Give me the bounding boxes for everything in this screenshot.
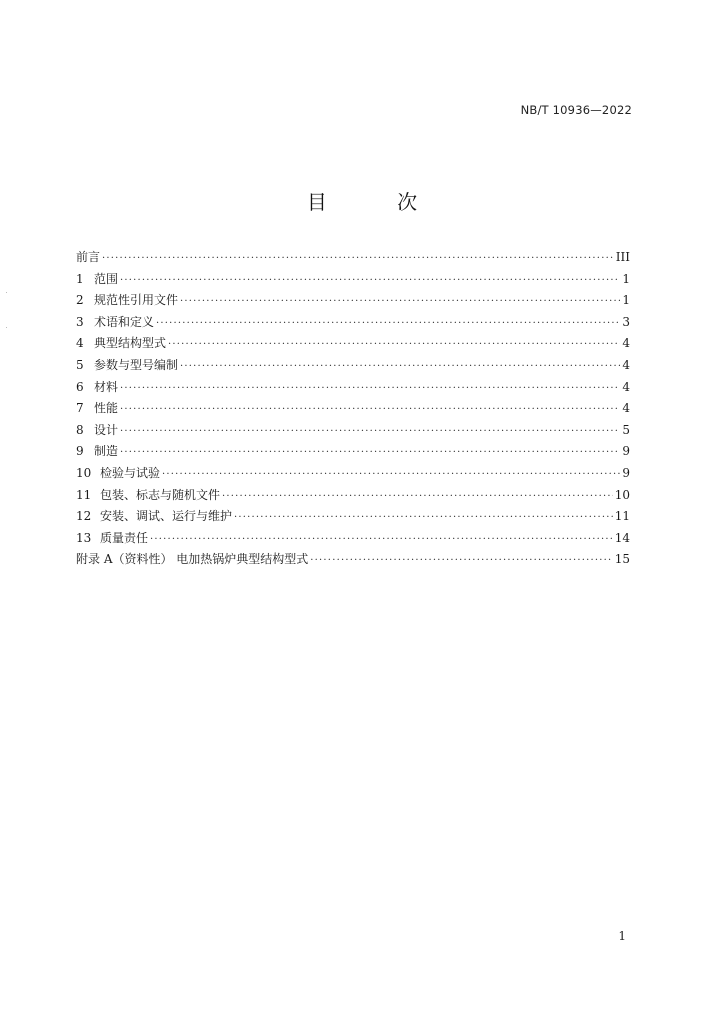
toc-entry-number: 2 — [76, 293, 84, 308]
toc-entry-label: 性能 — [94, 401, 119, 416]
toc-entry-label: 制造 — [94, 444, 119, 459]
toc-entry-number: 5 — [76, 357, 84, 372]
toc-title: 目 次 — [306, 190, 450, 214]
toc-leader-dots — [234, 507, 613, 529]
toc-leader-dots — [120, 399, 620, 421]
toc-entry-1[interactable] — [76, 269, 630, 291]
toc-leader-dots — [156, 313, 620, 335]
toc-entry-label: 设计 — [94, 422, 119, 437]
toc-leader-dots — [180, 356, 620, 378]
toc-entry-8[interactable] — [76, 420, 630, 442]
toc-entry-page: 3 — [622, 314, 630, 329]
toc-entry-label: 安装、调试、运行与维护 — [100, 509, 233, 524]
toc-entry-label: 检验与试验 — [100, 465, 161, 480]
toc-entry-page: 9 — [622, 444, 630, 459]
toc-entry-number: 7 — [76, 401, 84, 416]
page-number: 1 — [618, 929, 626, 943]
toc-entry-number: 9 — [76, 444, 84, 459]
toc-leader-dots — [168, 334, 620, 356]
toc-entry-page: 9 — [622, 465, 630, 480]
toc-entry-page: 1 — [622, 293, 630, 308]
toc-leader-dots — [102, 248, 614, 270]
toc-entry-number: 8 — [76, 422, 84, 437]
toc-entry-number: 12 — [76, 509, 92, 524]
toc-entry-page: 4 — [622, 336, 630, 351]
scan-speck — [6, 327, 7, 328]
toc-entry-page: 1 — [622, 271, 630, 286]
toc-leader-dots — [180, 291, 620, 313]
toc-entry-number: 6 — [76, 379, 84, 394]
toc-entry-page: 4 — [622, 357, 630, 372]
toc-entry-2[interactable] — [76, 290, 630, 312]
toc-entry-label: 前言 — [76, 250, 101, 264]
toc-entry-number: 11 — [76, 487, 92, 502]
toc-entry-label: 参数与型号编制 — [94, 357, 179, 372]
toc-entry-page: 5 — [622, 422, 630, 437]
standard-code: NB/T 10936—2022 — [520, 103, 632, 117]
toc-entry-label: 术语和定义 — [94, 314, 155, 329]
toc-leader-dots — [162, 464, 620, 486]
toc-entry-number: 3 — [76, 314, 84, 329]
toc-entry-page: 10 — [614, 487, 630, 502]
toc-entry-5[interactable] — [76, 355, 630, 377]
toc-entry-number: 1 — [76, 271, 84, 286]
toc-leader-dots — [120, 421, 620, 443]
toc-entry-label: 典型结构型式 — [94, 336, 167, 351]
toc-entry-label: 包装、标志与随机文件 — [100, 487, 221, 502]
toc-entry-7[interactable] — [76, 398, 630, 420]
toc-entry-appendix-a[interactable] — [76, 549, 630, 571]
toc-entry-6[interactable] — [76, 377, 630, 399]
toc-leader-dots — [120, 442, 620, 464]
toc-entry-label: 规范性引用文件 — [94, 293, 179, 308]
toc-entry-13[interactable] — [76, 528, 630, 550]
toc-leader-dots — [310, 550, 612, 572]
toc-entry-3[interactable] — [76, 312, 630, 334]
toc-entry-10[interactable] — [76, 463, 630, 485]
toc-entry-label: 范围 — [94, 271, 119, 286]
toc-entry-number: 10 — [76, 465, 92, 480]
toc-entry-foreword[interactable] — [76, 247, 630, 269]
toc-entry-label: 质量责任 — [100, 530, 149, 545]
toc-entry-label: 附录 A（资料性） 电加热锅炉典型结构型式 — [76, 552, 309, 567]
scan-speck — [6, 292, 7, 293]
toc-entry-9[interactable] — [76, 441, 630, 463]
toc-entry-number: 13 — [76, 530, 92, 545]
toc-entry-12[interactable] — [76, 506, 630, 528]
toc-leader-dots — [150, 529, 613, 551]
toc-entry-page: 11 — [614, 509, 630, 524]
table-of-contents — [76, 247, 630, 571]
toc-entry-page: 15 — [614, 552, 630, 567]
toc-leader-dots — [120, 270, 620, 292]
toc-entry-number: 4 — [76, 336, 84, 351]
toc-entry-11[interactable] — [76, 485, 630, 507]
toc-entry-4[interactable] — [76, 333, 630, 355]
toc-entry-page: 4 — [622, 401, 630, 416]
toc-leader-dots — [120, 378, 620, 400]
toc-entry-page: 4 — [622, 379, 630, 394]
toc-entry-page: III — [615, 250, 630, 264]
toc-entry-page: 14 — [614, 530, 630, 545]
toc-entry-label: 材料 — [94, 379, 119, 394]
toc-leader-dots — [222, 486, 613, 508]
